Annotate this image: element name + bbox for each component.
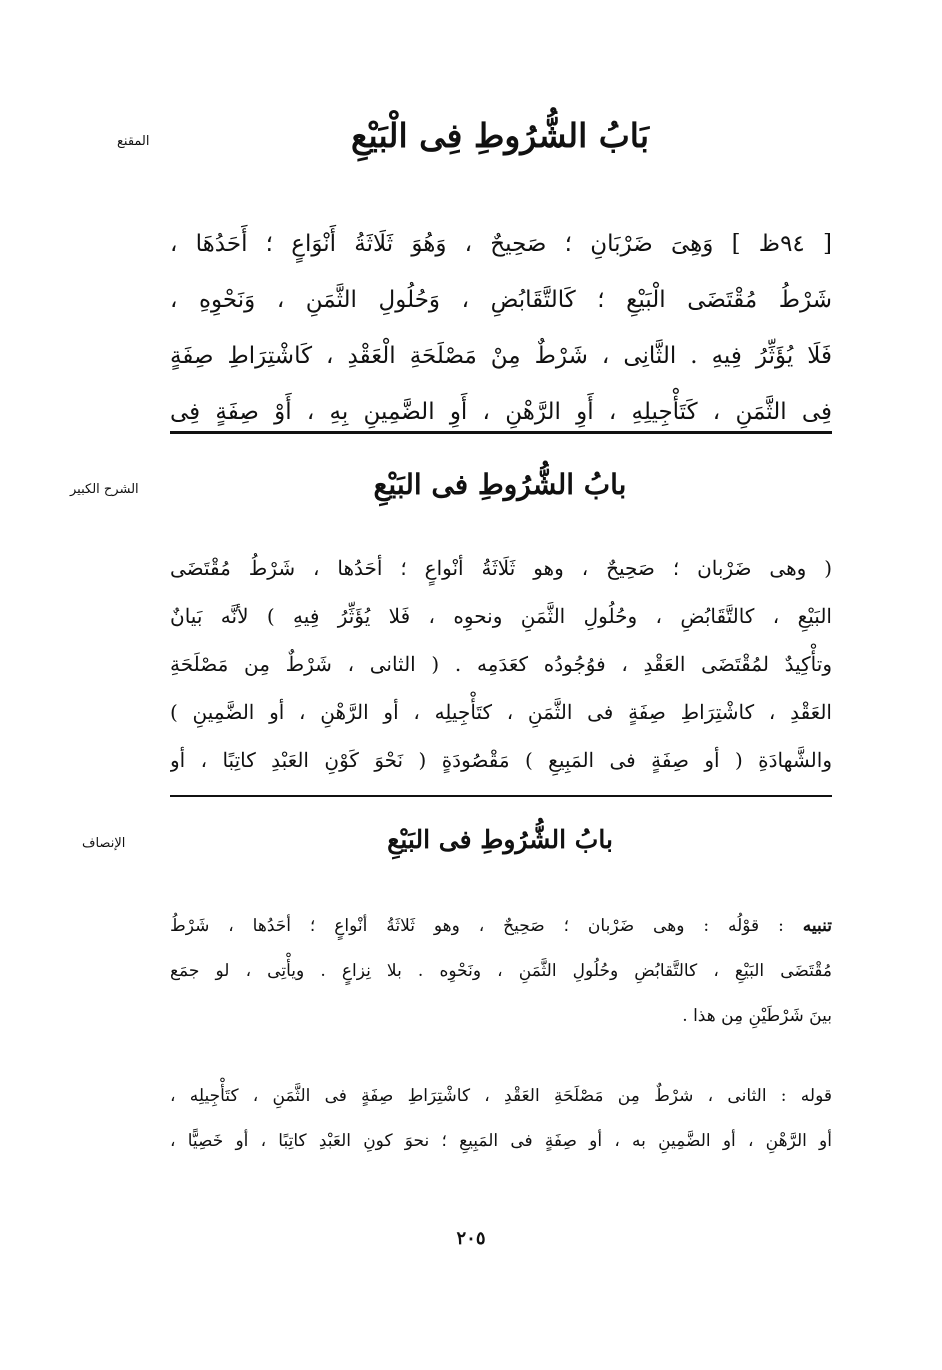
text-line: قوله : الثانى ، شرْطٌ مِن مَصْلَحَةِ العَقْدِ ، كاشْتِرَاطِ صِفَةٍ فى الثَّمَنِ ، كتَأْجِيلِه ، [170, 1086, 832, 1106]
text-line [170, 904, 832, 949]
text-line: [ ٩٤ظ ] وَهِىَ ضَرْبَانِ ؛ صَحِيحٌ ، وَهُوَ ثَلَاثَةُ أَنْوَاعٍ ؛ أَحَدُهَا ، [170, 231, 832, 257]
section-divider-thick [170, 431, 832, 434]
text-line: بينَ شَرْطَيْنِ مِن هذا . [682, 1006, 832, 1026]
text-line: شَرْطُ مُقْتَضَى الْبَيْعِ ؛ كَالتَّقَابُضِ ، وَحُلُولِ الثَّمَنِ ، وَنَحْوِهِ ، [170, 287, 832, 313]
page-number: ٢٠٥ [456, 1228, 486, 1249]
book-label-muqni: المقنع [117, 134, 150, 149]
section-divider-thin [170, 795, 832, 797]
body-text-muqni [170, 216, 832, 440]
text-line: مُقْتَضَى البَيْعِ ، كالتَّقابُضِ وحُلُولِ الثَّمَنِ ، ونَحْوِه . بلا نِزاعٍ . ويأْتِى ، لو جمَع [170, 961, 832, 981]
note-text: : قوْلُه : وهى ضَرْبان ؛ صَحِيحٌ ، وهو ثَلاثَةُ أنْواعٍ ؛ أحَدُها ، شَرْطُ [170, 916, 803, 936]
text-line: العَقْدِ ، كاشْتِرَاطِ صِفَةٍ فى الثَّمَنِ ، كتَأْجِيلِه ، أو الرَّهْنِ ، أو الضَّمِينِ ) [170, 700, 832, 724]
text-line: فِى الثَّمَنِ ، كَتَأْجِيلِهِ ، أَوِ الرَّهْنِ ، أَوِ الضَّمِينِ بِهِ ، أَوْ صِفَةٍ فِى [170, 399, 832, 425]
body-text-insaf-note [170, 904, 832, 1039]
book-label-insaf: الإنصاف [82, 836, 126, 851]
text-line: البَيْعِ ، كالتَّقَابُضِ ، وحُلُولِ الثَّمَنِ ونحوِه ، فَلا يُؤَثِّرُ فِيهِ ) لأنَّه بَيانٌ [170, 604, 832, 628]
text-line: ( وهى ضَرْبان ؛ صَحِيحٌ ، وهو ثَلَاثَةُ أنْواعٍ ؛ أحَدُها ، شَرْطُ مُقْتَضَى [170, 556, 832, 580]
text-line: أو الرَّهْنِ ، أو الضَّمِينِ به ، أو صِفَةٍ فى المَبِيعِ ؛ نحوَ كونِ العَبْدِ كاتِبًا ، أو خَصِيًّا ، [170, 1131, 832, 1151]
body-text-sharh [170, 544, 832, 784]
section-title-insaf: بابُ الشُّرُوطِ فى البَيْعِ [387, 825, 613, 854]
body-text-insaf-quote [170, 1074, 832, 1164]
text-line: وتأْكِيدٌ لمُقْتَضَى العَقْدِ ، فوُجُودُه كعَدَمِه . ( الثانى ، شَرْطٌ مِن مَصْلَحَةِ [170, 652, 832, 676]
book-label-sharh: الشرح الكبير [70, 482, 139, 497]
text-line: والشَّهادَةِ ( أو صِفَةٍ فى المَبِيعِ ) مَقْصُودَةٍ ( نَحْوَ كَوْنِ العَبْدِ كاتِبًا ، أو [170, 748, 832, 772]
section-title-sharh: بابُ الشُّرُوطِ فى البَيْعِ [373, 468, 627, 501]
note-label: تنبيه [802, 916, 832, 936]
section-title-muqni: بَابُ الشُّرُوطِ فِى الْبَيْعِ [350, 116, 650, 155]
text-line: فَلَا يُؤَثِّرُ فِيهِ . الثَّانِى ، شَرْطٌ مِنْ مَصْلَحَةِ الْعَقْدِ ، كَاشْتِرَاطِ صِفَةٍ [170, 343, 832, 369]
